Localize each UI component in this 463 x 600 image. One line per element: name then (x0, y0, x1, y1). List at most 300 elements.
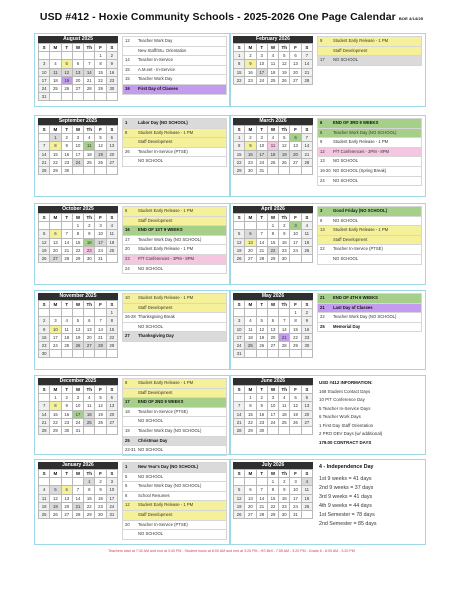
day-cell: 15 (267, 494, 278, 502)
day-header-cell: W (72, 44, 83, 52)
event-row (122, 66, 227, 76)
day-cell: 19 (50, 502, 61, 510)
day-cell (95, 93, 106, 101)
day-cell: 14 (72, 494, 83, 502)
day-cell: 18 (301, 494, 312, 502)
day-cell: 13 (106, 142, 117, 150)
day-header-cell: S (106, 214, 117, 222)
day-header-cell: S (301, 214, 312, 222)
event-text: Student Early Release - 1 PM (333, 139, 389, 145)
day-cell: 28 (279, 341, 290, 349)
day-cell: 16 (301, 325, 312, 333)
event-text: Teacher Work Day (NO SCHOOL) (138, 483, 202, 489)
event-date: 15 (125, 76, 130, 82)
week-row (234, 317, 313, 325)
day-cell: 2 (106, 52, 117, 60)
week-row (39, 341, 118, 349)
quarter-days: 3rd 9 weeks = 41 days (319, 493, 373, 500)
event-date: 9 (320, 139, 323, 145)
day-cell: 7 (72, 486, 83, 494)
day-cell: 10 (50, 325, 61, 333)
day-cell: 17 (256, 150, 267, 158)
month-calendar (233, 462, 313, 519)
day-cell: 29 (234, 166, 245, 174)
week-row (39, 317, 118, 325)
week-row (39, 238, 118, 246)
day-cell: 13 (301, 402, 312, 410)
week-row (234, 52, 313, 60)
event-date: 19 (125, 427, 130, 433)
day-cell: 1 (245, 394, 256, 402)
info-line: 5 Teacher In-Service Days (319, 405, 371, 411)
day-cell (84, 309, 95, 317)
day-cell: 20 (245, 502, 256, 510)
day-cell (290, 426, 301, 434)
day-cell: 10 (256, 142, 267, 150)
info-heading: USD #412 INFORMATION: (319, 380, 373, 385)
event-row (122, 313, 227, 323)
event-text: Staff Development (138, 511, 173, 517)
day-cell: 25 (301, 246, 312, 254)
week-row (39, 246, 118, 254)
day-cell: 11 (301, 230, 312, 238)
day-header-cell: F (95, 44, 106, 52)
event-text: END OF 1ST 9 WEEKS (138, 227, 183, 233)
month-calendar (38, 206, 118, 263)
day-header-cell: T (256, 301, 267, 309)
event-date: 24 (320, 177, 325, 183)
day-cell: 18 (61, 333, 72, 341)
day-cell: 2 (256, 394, 267, 402)
event-text: Teacher Work Day (138, 76, 173, 82)
day-cell: 11 (245, 325, 256, 333)
month-header: July 2026 (233, 462, 313, 469)
day-cell: 23 (245, 158, 256, 166)
day-cell (234, 309, 245, 317)
day-cell: 18 (245, 333, 256, 341)
day-cell: 29 (267, 510, 278, 518)
day-cell: 8 (84, 486, 95, 494)
month-table (38, 469, 118, 519)
day-cell: 15 (72, 238, 83, 246)
event-row (317, 129, 422, 139)
day-cell: 10 (72, 142, 83, 150)
day-cell (50, 222, 61, 230)
day-header-cell: S (234, 44, 245, 52)
day-header-cell: Th (84, 301, 95, 309)
day-header-row (234, 470, 313, 478)
day-cell (61, 222, 72, 230)
day-header-cell: S (234, 214, 245, 222)
day-cell (256, 309, 267, 317)
event-text: NO SCHOOL (138, 323, 164, 329)
week-row (234, 494, 313, 502)
event-date: 16 (125, 227, 130, 233)
day-header-cell: S (39, 214, 50, 222)
day-cell: 31 (290, 510, 301, 518)
week-row (39, 333, 118, 341)
day-cell: 18 (301, 238, 312, 246)
day-header-row (39, 386, 118, 394)
day-cell (245, 350, 256, 358)
month-table (38, 43, 118, 101)
event-date: 18 (125, 408, 130, 414)
day-cell: 1 (267, 222, 278, 230)
day-cell (39, 309, 50, 317)
day-cell: 5 (95, 394, 106, 402)
day-cell: 1 (50, 394, 61, 402)
day-header-row (39, 44, 118, 52)
day-cell: 6 (290, 52, 301, 60)
event-row (317, 56, 422, 66)
week-row (39, 166, 118, 174)
event-row (122, 75, 227, 85)
day-header-cell: Th (84, 386, 95, 394)
month-table (38, 385, 118, 435)
event-row (122, 492, 227, 502)
event-date: 25 (125, 437, 130, 443)
day-cell: 26 (234, 510, 245, 518)
day-cell: 20 (50, 246, 61, 254)
event-text: Staff Development (138, 217, 173, 223)
day-cell: 15 (50, 150, 61, 158)
day-cell: 5 (290, 394, 301, 402)
event-text: Teacher Work Day (NO SCHOOL) (138, 236, 202, 242)
info-line: 2 PRO DEV Days (w/ additional) (319, 431, 383, 436)
independence-day: 4 - Independence Day (319, 464, 374, 470)
week-row (39, 402, 118, 410)
day-cell: 15 (234, 68, 245, 76)
event-date: 24 (125, 265, 130, 271)
week-row (234, 142, 313, 150)
day-header-cell: M (50, 470, 61, 478)
day-header-row (234, 214, 313, 222)
day-cell: 21 (72, 502, 83, 510)
event-row (122, 408, 227, 418)
event-date: 13 (320, 227, 325, 233)
day-cell: 31 (106, 510, 117, 518)
day-header-cell: S (39, 301, 50, 309)
event-date: 19 (125, 85, 130, 91)
info-line: 6 Teacher Work Days (319, 414, 361, 419)
month-events (122, 206, 227, 274)
day-header-cell: S (301, 44, 312, 52)
day-cell: 18 (39, 502, 50, 510)
day-header-cell: W (267, 301, 278, 309)
day-cell: 21 (39, 158, 50, 166)
day-cell: 30 (279, 510, 290, 518)
day-cell: 29 (84, 510, 95, 518)
event-row (122, 265, 227, 275)
day-cell: 16 (106, 68, 117, 76)
day-cell: 3 (256, 134, 267, 142)
day-cell: 7 (301, 134, 312, 142)
day-cell: 9 (245, 142, 256, 150)
day-cell: 4 (279, 394, 290, 402)
week-row (234, 426, 313, 434)
day-cell: 26 (95, 418, 106, 426)
day-cell: 24 (256, 76, 267, 84)
day-cell: 3 (72, 134, 83, 142)
event-date: 20 (125, 246, 130, 252)
day-cell: 16 (95, 494, 106, 502)
day-cell: 12 (279, 60, 290, 68)
day-cell: 4 (84, 394, 95, 402)
day-cell: 16 (279, 238, 290, 246)
day-cell: 20 (290, 68, 301, 76)
day-cell (290, 350, 301, 358)
event-date: 16-20 (320, 167, 331, 173)
day-cell: 15 (234, 150, 245, 158)
event-text: Staff Development (138, 389, 173, 395)
day-cell: 24 (267, 418, 278, 426)
day-header-cell: M (50, 386, 61, 394)
day-cell: 22 (95, 76, 106, 84)
event-text: Staff Development (138, 304, 173, 310)
day-cell: 22 (245, 418, 256, 426)
day-cell: 15 (50, 410, 61, 418)
day-cell: 20 (106, 150, 117, 158)
event-text: New Year's Day (NO SCHOOL) (138, 464, 199, 469)
day-cell: 4 (245, 317, 256, 325)
month-events (317, 118, 422, 186)
month-calendar (38, 118, 118, 175)
day-cell: 24 (290, 502, 301, 510)
day-cell: 21 (95, 333, 106, 341)
event-date: 23 (125, 255, 130, 261)
event-row (317, 118, 422, 129)
day-cell: 3 (267, 394, 278, 402)
day-cell: 21 (301, 150, 312, 158)
event-date: 25 (320, 323, 325, 329)
event-row (317, 293, 422, 304)
day-cell: 31 (234, 350, 245, 358)
day-cell: 8 (290, 317, 301, 325)
event-text: Last Day of Classes (333, 304, 373, 310)
day-cell (72, 52, 83, 60)
day-header-cell: Th (84, 126, 95, 134)
day-cell: 23 (301, 333, 312, 341)
week-row (39, 350, 118, 358)
event-text: END OF 2ND 9 WEEKS (138, 399, 184, 405)
week-row (39, 418, 118, 426)
day-cell (245, 309, 256, 317)
day-cell (84, 52, 95, 60)
day-cell: 2 (279, 478, 290, 486)
week-row (39, 76, 118, 84)
day-cell: 21 (301, 68, 312, 76)
quarter-days: 1st 9 weeks = 41 days (319, 475, 372, 482)
day-cell: 30 (279, 254, 290, 262)
day-cell: 26 (61, 84, 72, 92)
event-row (122, 511, 227, 521)
day-cell: 8 (72, 230, 83, 238)
day-header-cell: S (234, 470, 245, 478)
day-cell: 16 (84, 238, 95, 246)
day-cell: 19 (290, 410, 301, 418)
quarter-days: 1st Semester = 78 days (319, 511, 375, 518)
day-cell: 9 (279, 230, 290, 238)
day-cell: 4 (301, 478, 312, 486)
event-date: 17 (125, 236, 130, 242)
day-cell: 17 (256, 68, 267, 76)
event-text: Thanksgiving Day (138, 333, 174, 339)
day-cell (39, 478, 50, 486)
event-row (122, 427, 227, 437)
event-row (122, 501, 227, 511)
day-header-cell: T (61, 386, 72, 394)
day-cell: 5 (234, 486, 245, 494)
event-text: Teacher In-Service (PTSE) (138, 408, 188, 414)
day-cell: 1 (234, 134, 245, 142)
day-cell: 23 (256, 418, 267, 426)
day-cell: 19 (234, 502, 245, 510)
day-cell: 19 (61, 76, 72, 84)
week-row (39, 309, 118, 317)
event-date: 3 (320, 208, 323, 213)
quarter-days: 2nd 9 weeks = 37 days (319, 484, 374, 491)
event-row (122, 530, 227, 540)
day-cell: 28 (95, 341, 106, 349)
day-header-row (39, 126, 118, 134)
day-cell (72, 309, 83, 317)
day-cell: 6 (84, 317, 95, 325)
event-text: NO SCHOOL (138, 447, 164, 453)
day-cell: 25 (84, 418, 95, 426)
event-row (122, 255, 227, 265)
event-row (122, 206, 227, 217)
day-cell: 27 (72, 84, 83, 92)
day-cell: 22 (234, 158, 245, 166)
day-header-cell: T (61, 470, 72, 478)
day-cell: 5 (39, 230, 50, 238)
day-cell: 21 (279, 333, 290, 341)
day-header-row (234, 386, 313, 394)
day-header-cell: S (106, 301, 117, 309)
event-text: Memorial Day (333, 323, 361, 329)
event-text: Teacher In-Service (PTSE) (138, 148, 188, 154)
month-calendar (233, 293, 313, 358)
event-date: 20 (125, 521, 130, 527)
day-cell: 2 (61, 134, 72, 142)
event-text: Staff Development (333, 47, 368, 53)
day-cell: 20 (106, 410, 117, 418)
day-header-cell: Th (84, 470, 95, 478)
day-cell: 4 (106, 222, 117, 230)
event-row (317, 226, 422, 236)
event-row (122, 129, 227, 139)
day-cell: 10 (256, 60, 267, 68)
week-row (234, 134, 313, 142)
month-events (122, 118, 227, 167)
day-cell: 10 (290, 486, 301, 494)
day-cell: 12 (39, 238, 50, 246)
day-cell: 29 (50, 166, 61, 174)
month-header: June 2026 (233, 378, 313, 385)
day-cell: 15 (106, 325, 117, 333)
day-cell: 10 (95, 230, 106, 238)
week-row (39, 84, 118, 92)
day-cell (234, 222, 245, 230)
day-cell (256, 222, 267, 230)
month-header: November 2025 (38, 293, 118, 300)
day-cell: 26 (50, 510, 61, 518)
day-cell: 23 (106, 76, 117, 84)
day-header-row (234, 126, 313, 134)
day-cell (50, 52, 61, 60)
day-cell: 30 (245, 166, 256, 174)
day-cell: 16 (245, 68, 256, 76)
day-cell (267, 350, 278, 358)
day-cell: 27 (50, 254, 61, 262)
day-cell: 6 (290, 134, 301, 142)
event-text: NO SCHOOL (333, 158, 359, 164)
event-row (317, 167, 422, 177)
event-text: NO SCHOOL (138, 531, 164, 537)
event-text: Teacher Work Day (NO SCHOOL) (333, 314, 397, 320)
day-header-cell: S (234, 126, 245, 134)
month-table (233, 43, 313, 85)
day-cell: 29 (290, 341, 301, 349)
day-header-cell: W (267, 126, 278, 134)
month-header: October 2025 (38, 206, 118, 213)
day-header-cell: Th (279, 44, 290, 52)
day-header-cell: S (301, 126, 312, 134)
day-cell: 21 (256, 246, 267, 254)
day-cell (50, 93, 61, 101)
month-table (233, 385, 313, 435)
day-cell: 6 (72, 60, 83, 68)
event-text: New Staff/Stu. Orientation (138, 47, 187, 53)
month-table (233, 125, 313, 175)
day-cell: 25 (267, 158, 278, 166)
event-text: P/T Conferences - 2PM - 8PM (333, 148, 390, 154)
quarter-days: 2nd Semester = 85 days (319, 520, 377, 527)
event-date: 8 (125, 129, 128, 135)
day-cell: 30 (61, 426, 72, 434)
day-header-cell: S (234, 301, 245, 309)
event-text: NO SCHOOL (333, 177, 359, 183)
day-cell (256, 478, 267, 486)
week-row (234, 166, 313, 174)
day-header-cell: Th (279, 470, 290, 478)
event-date: 6 (320, 129, 323, 135)
day-cell: 26 (234, 254, 245, 262)
day-cell: 24 (72, 418, 83, 426)
day-cell: 11 (61, 325, 72, 333)
event-date: 8 (125, 380, 128, 385)
day-cell: 28 (256, 254, 267, 262)
day-cell: 28 (256, 510, 267, 518)
day-cell: 26 (256, 341, 267, 349)
day-cell: 18 (267, 68, 278, 76)
day-header-cell: S (39, 44, 50, 52)
event-date: 5 (125, 473, 128, 479)
day-cell (106, 166, 117, 174)
week-row (234, 510, 313, 518)
day-cell (279, 309, 290, 317)
day-cell: 7 (301, 52, 312, 60)
day-cell: 21 (39, 418, 50, 426)
day-cell: 17 (106, 494, 117, 502)
day-header-cell: F (95, 126, 106, 134)
day-cell: 17 (95, 238, 106, 246)
day-cell: 18 (84, 150, 95, 158)
event-row (317, 157, 422, 167)
day-cell: 25 (39, 510, 50, 518)
event-text: END OF 4TH 9 WEEKS (333, 295, 378, 300)
day-cell (84, 350, 95, 358)
